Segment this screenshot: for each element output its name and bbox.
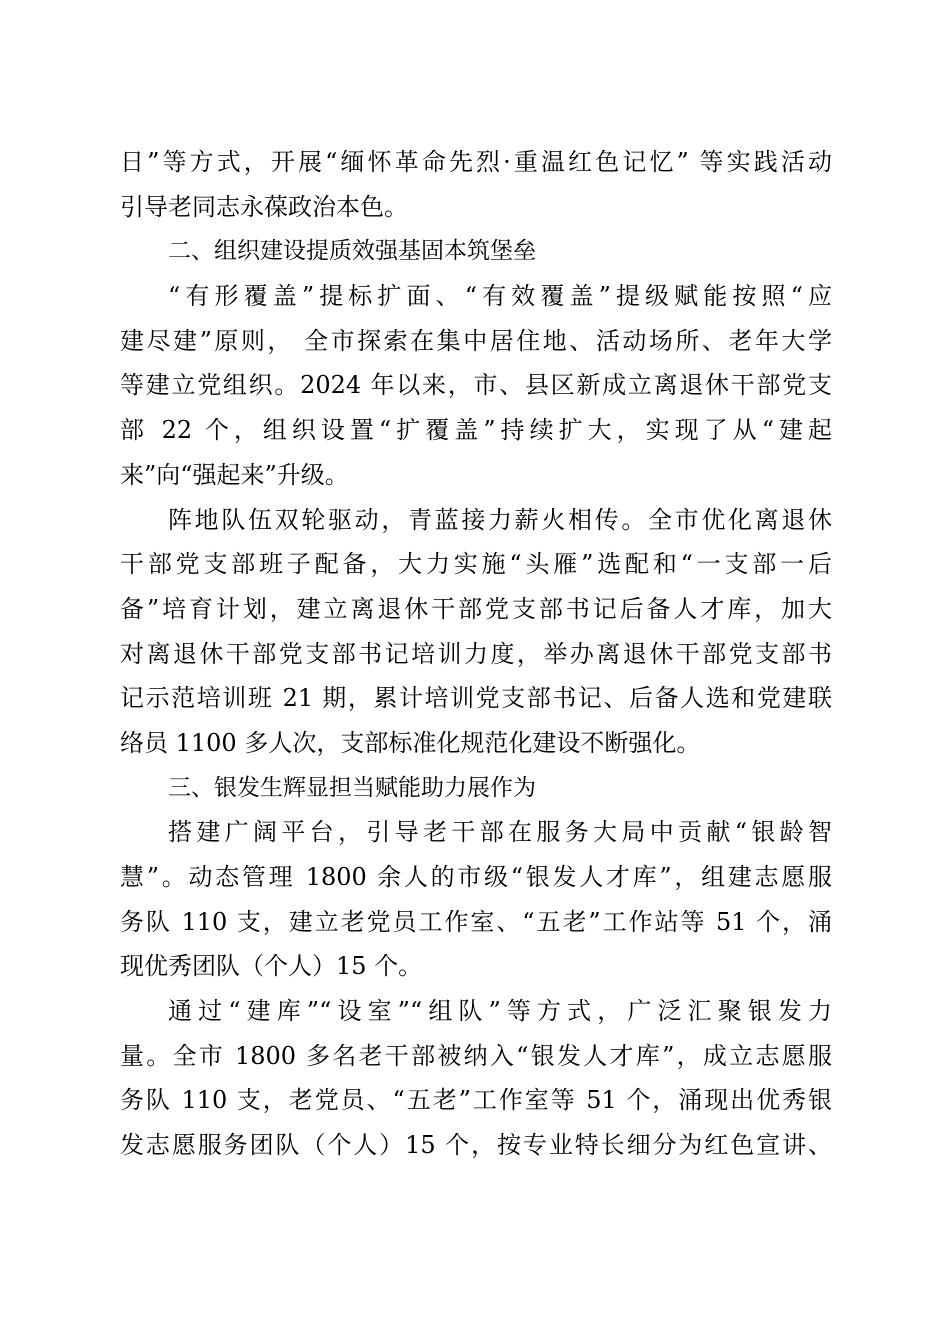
text-line: 络员 1100 多人次，支部标准化规范化建设不断强化。 (120, 728, 701, 757)
text-line: 来”向“强起来”升级。 (120, 460, 349, 489)
text-line: 搭建广阔平台，引导老干部在服务大局中贡献“银龄智 (168, 818, 832, 847)
section-heading-2: 二、组织建设提质效强基固本筑堡垒 (168, 238, 536, 265)
text-line: 建尽建”原则， 全市探索在集中居住地、活动场所、老年大学 (120, 326, 832, 355)
text-line: 对离退休干部党支部书记培训力度，举办离退休干部党支部书 (120, 639, 832, 668)
document-body (120, 140, 832, 1168)
text-line: 等建立党组织。2024 年以来，市、县区新成立离退休干部党支 (120, 371, 832, 400)
text-line: 发志愿服务团队（个人）15 个，按专业特长细分为红色宣讲、 (120, 1131, 832, 1160)
text-line: 备”培育计划，建立离退休干部党支部书记后备人才库，加大 (120, 594, 832, 623)
text-line: 通过“建库”“设室”“组队”等方式，广泛汇聚银发力 (168, 997, 832, 1026)
text-line: 日”等方式，开展“缅怀革命先烈·重温红色记忆” 等实践活动 (120, 148, 832, 176)
continuation-paragraph (120, 140, 832, 229)
text-line: 现优秀团队（个人）15 个。 (120, 952, 423, 981)
text-line: 干部党支部班子配备，大力实施“头雁”选配和“一支部一后 (120, 550, 832, 579)
text-line: 阵地队伍双轮驱动，青蓝接力薪火相传。全市优化离退休 (168, 505, 832, 534)
text-line: 部 22 个，组织设置“扩覆盖”持续扩大，实现了从“建起 (120, 416, 832, 445)
text-line: 记示范培训班 21 期，累计培训党支部书记、后备人选和党建联 (120, 684, 832, 713)
text-line: 引导老同志永葆政治本色。 (120, 192, 408, 221)
text-line: “有形覆盖”提标扩面、“有效覆盖”提级赋能按照“应 (168, 282, 832, 311)
section2-paragraph-2 (120, 498, 832, 766)
text-line: 务队 110 支，建立老党员工作室、“五老”工作站等 51 个，涌 (120, 907, 832, 936)
text-line: 量。全市 1800 多名老干部被纳入“银发人才库”，成立志愿服 (120, 1041, 832, 1070)
section3-paragraph-2 (120, 989, 832, 1168)
section-heading-3: 三、银发生辉显担当赋能助力展作为 (168, 774, 536, 801)
section3-paragraph-1 (120, 810, 832, 989)
section2-paragraph-1 (120, 274, 832, 497)
text-line: 慧”。动态管理 1800 余人的市级“银发人才库”，组建志愿服 (120, 863, 832, 891)
text-line: 务队 110 支，老党员、“五老”工作室等 51 个，涌现出优秀银 (120, 1086, 832, 1115)
